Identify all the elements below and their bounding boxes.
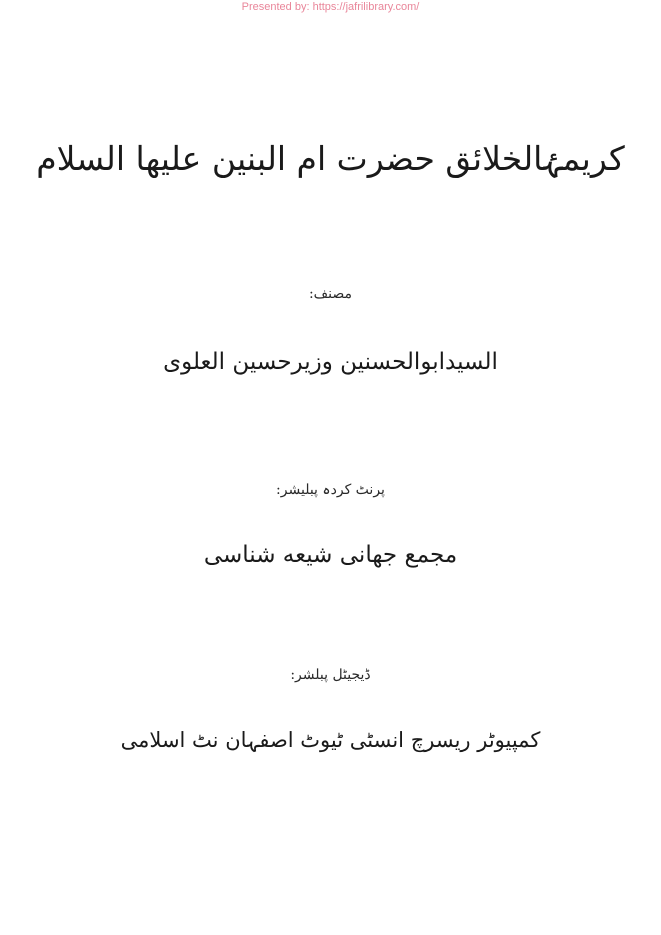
print-publisher-name: مجمع جهانی شیعه شناسی — [203, 542, 458, 568]
author-label: مصنف: — [308, 286, 353, 302]
digital-publisher-label: ڈیجیٹل پبلشر: — [290, 667, 371, 683]
book-title: کریمۂالخلائق حضرت ام البنین علیها السلام — [36, 139, 625, 178]
digital-publisher-name: کمپیوٹر ریسرچ انسٹی ٹیوٹ اصفہان نٹ اسلامی — [120, 728, 541, 752]
print-publisher-label: پرنٹ کردہ پبلیشر: — [276, 482, 385, 498]
author-name: السیدابوالحسنین وزیرحسین العلوی — [163, 349, 498, 375]
presented-by-link[interactable]: Presented by: https://jafrilibrary.com/ — [241, 1, 420, 13]
